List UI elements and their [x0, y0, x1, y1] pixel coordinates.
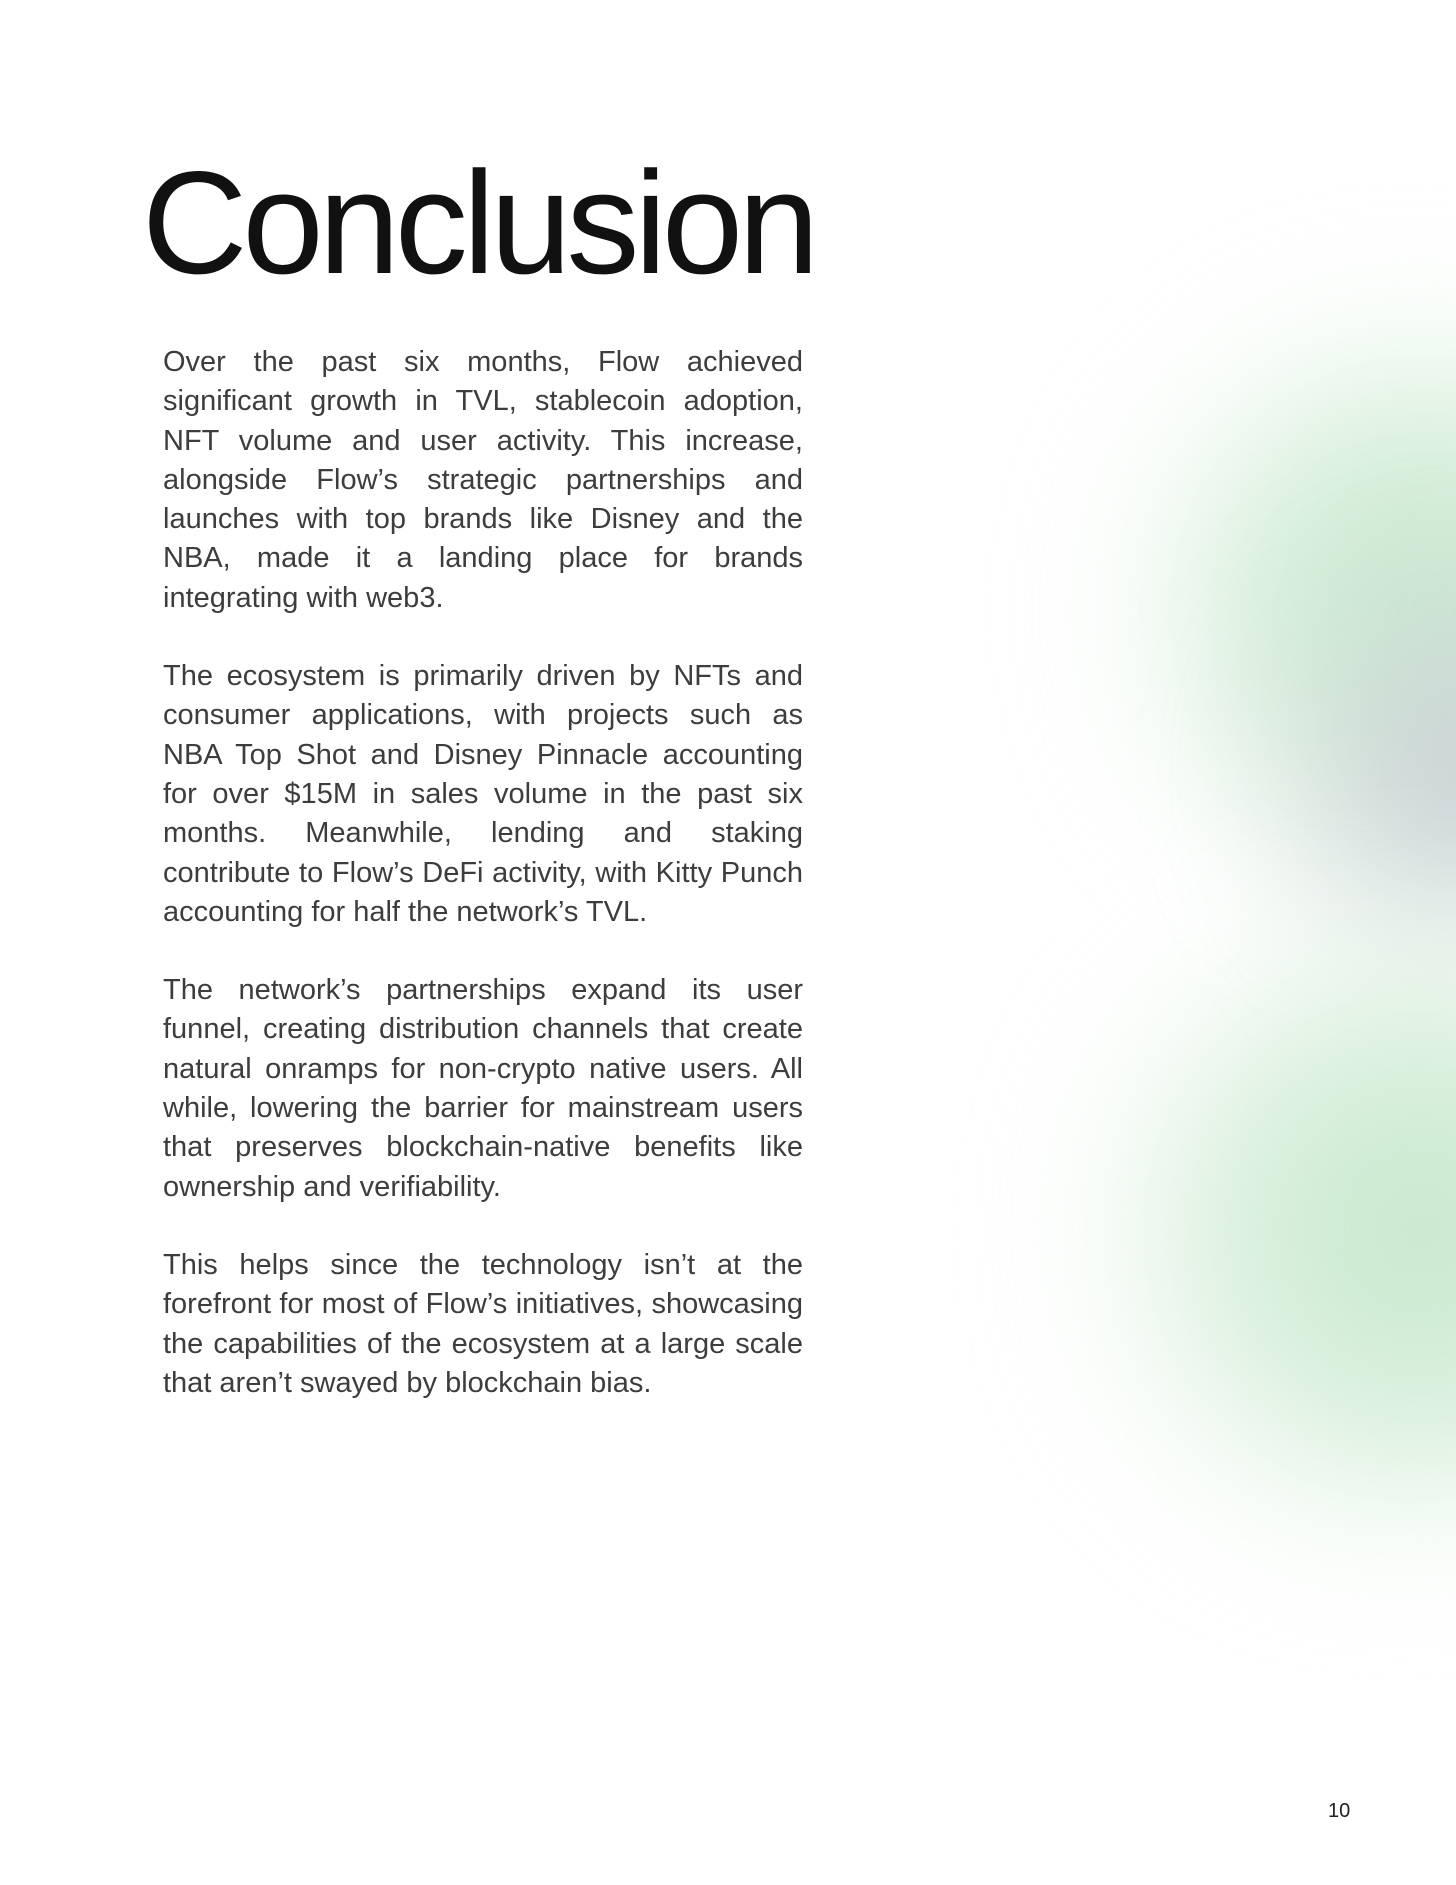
decorative-green-gradient-top	[1120, 330, 1456, 890]
decorative-gray-gradient	[1280, 560, 1456, 980]
page-number: 10	[1328, 1800, 1351, 1822]
paragraph-3: The network’s partnerships expand its user funnel, creating distribution channels that create natural onramps for non-crypto native users. All while, lowering the barrier for mainstream users that preserves blockchain-native benefits like ownership and verifiability.	[163, 974, 803, 1203]
body-text	[163, 343, 803, 1442]
paragraph-4: This helps since the technology isn’t at the forefront for most of Flow’s initiatives, showcasing the capabilities of the ecosystem at a large scale that aren’t swayed by blockchain bias.	[163, 1248, 803, 1399]
paragraph-1: Over the past six months, Flow achieved significant growth in TVL, stablecoin adoption, NFT volume and user activity. This increase, alongside Flow’s strategic partnerships and launches with top brands like Disney and the NBA, made it a landing place for brands integrating with web3.	[163, 346, 803, 614]
page-title: Conclusion	[142, 141, 815, 304]
decorative-green-gradient-bottom	[1080, 930, 1456, 1530]
paragraph-2: The ecosystem is primarily driven by NFTs and consumer applications, with projects such as NBA Top Shot and Disney Pinnacle accounting for over $15M in sales volume in the past six months. Meanwhile, lending and staking contribute to Flow’s DeFi activity, with Kitty Punch accounting for half the network’s TVL.	[163, 660, 803, 928]
